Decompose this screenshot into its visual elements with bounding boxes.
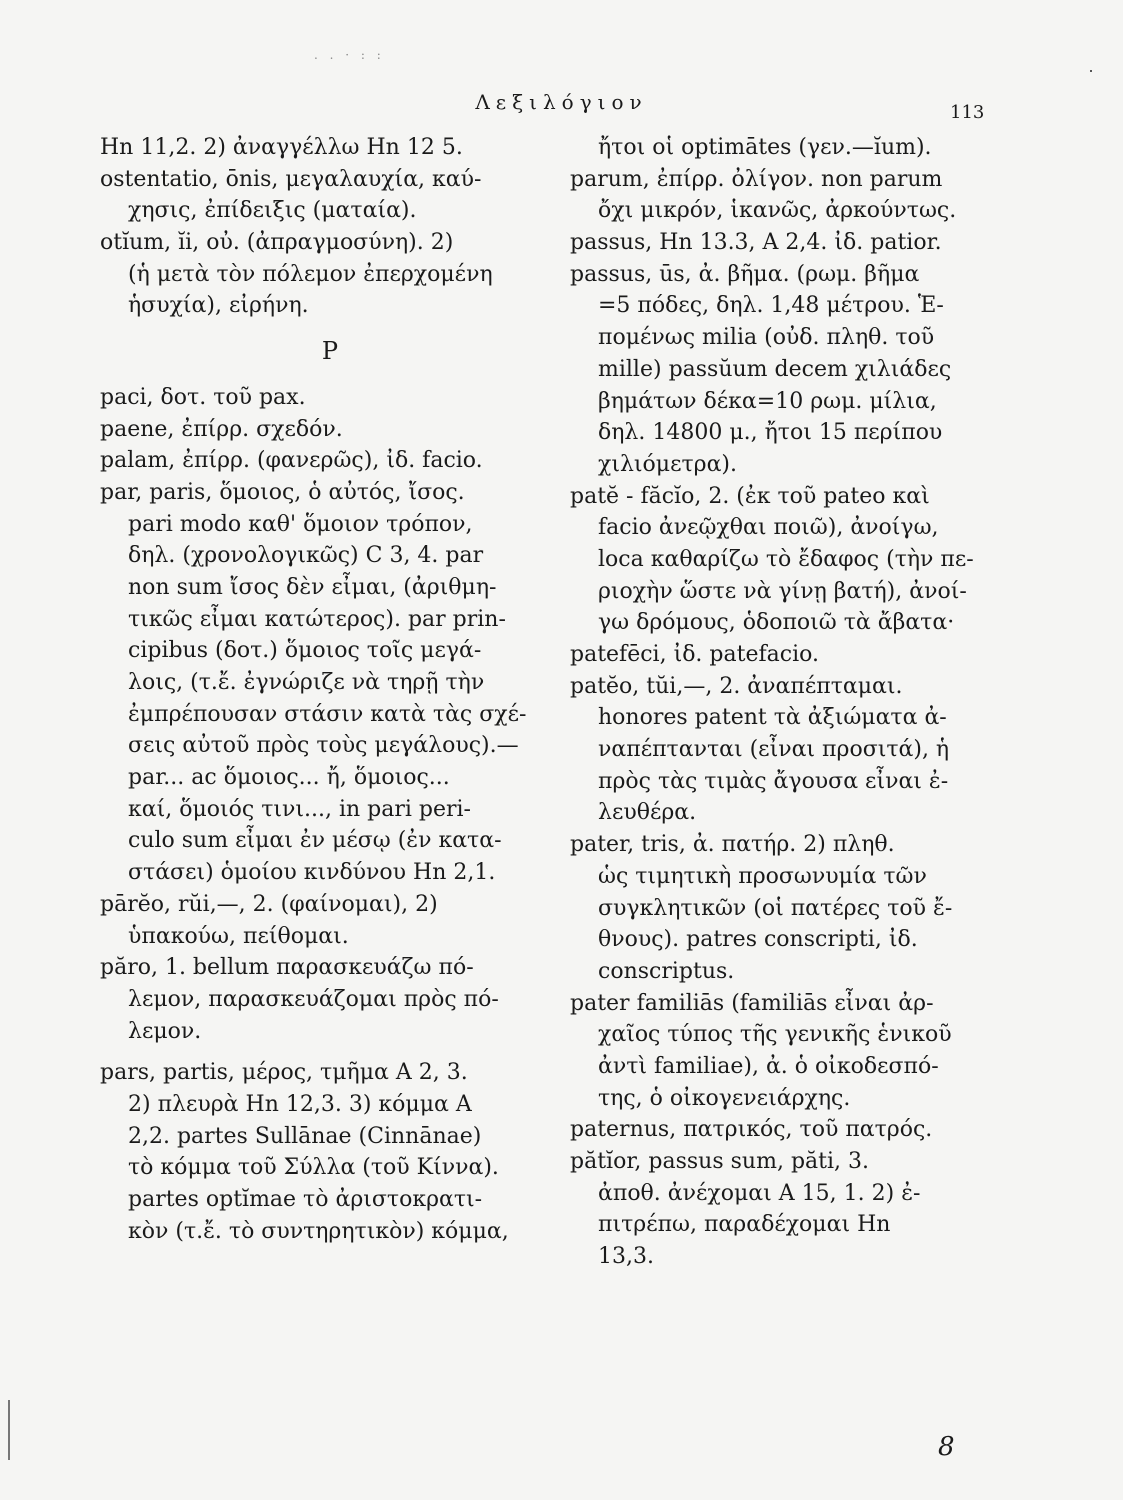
text-line: συγκλητικῶν (οἱ πατέρες τοῦ ἔ- <box>598 895 953 921</box>
entry-line: ostentatio, ōnis, μεγαλαυχία, καύ- <box>100 166 482 192</box>
entry-line: palam, ἐπίρρ. (φανερῶς), ἰδ. facio. <box>100 448 483 474</box>
entry-line: patefēci, ἰδ. patefacio. <box>570 642 819 667</box>
text-line: mille) passŭum decem χιλιάδες <box>598 356 952 382</box>
corner-mark <box>1090 70 1092 72</box>
text-line: 13,3. <box>598 1244 654 1270</box>
left-column <box>100 132 540 1247</box>
text-line: ἡσυχία), εἰρήνη. <box>128 293 309 319</box>
text-line: ἀντὶ familiae), ἀ. ὁ οἰκοδεσπό- <box>598 1053 939 1079</box>
entry-line: patĕ - făcĭo, 2. (ἐκ τοῦ pateo καὶ <box>570 483 930 509</box>
text-line: ριοχὴν ὥστε νὰ γίνῃ βατή), ἀνοί- <box>598 578 967 604</box>
text-line: conscriptus. <box>598 958 735 984</box>
entry-line: pater familiās (familiās εἶναι ἀρ- <box>570 990 934 1016</box>
text-line: στάσει) ὁμοίου κινδύνου Hn 2,1. <box>128 860 496 886</box>
text-line: =5 πόδες, δηλ. 1,48 μέτρου. Ἑ- <box>598 293 944 319</box>
entry-line: paci, δοτ. τοῦ pax. <box>100 384 306 410</box>
entry-line: paternus, πατρικός, τοῦ πατρός. <box>570 1117 933 1143</box>
text-line: πρὸς τὰς τιμὰς ἄγουσα εἶναι ἐ- <box>598 768 949 794</box>
text-line: θνους). patres conscripti, ἰδ. <box>598 927 918 953</box>
text-line: Hn 11,2. 2) ἀναγγέλλω Hn 12 5. <box>100 135 463 160</box>
text-line: πομένως milia (οὐδ. πληθ. τοῦ <box>598 325 935 351</box>
text-line: της, ὁ οἰκογενειάρχης. <box>598 1085 851 1111</box>
text-line: λεμον, παρασκευάζομαι πρὸς πό- <box>128 986 499 1012</box>
text-line: δηλ. (χρονολογικῶς) C 3, 4. par <box>128 543 484 569</box>
text-line: partes optĭmae τὸ ἀριστοκρατι- <box>128 1187 483 1213</box>
right-column <box>570 132 995 1273</box>
entry-line: pater, tris, ἀ. πατήρ. 2) πληθ. <box>570 832 895 858</box>
text-line: pari modo καθ' ὅμοιον τρόπον, <box>128 511 473 537</box>
text-line: ἤτοι οἱ optimātes (γεν.—ĭum). <box>598 135 932 160</box>
entry-line: pars, partis, μέρος, τμῆμα A 2, 3. <box>100 1060 468 1086</box>
text-line: χιλιόμετρα). <box>598 451 738 477</box>
text-line: λευθέρα. <box>598 800 697 826</box>
text-line: non sum ἴσος δὲν εἶμαι, (ἀριθμη- <box>128 574 497 600</box>
page-title: Λεξιλόγιον <box>475 90 648 114</box>
text-line: ναπέπτανται (εἶναι προσιτά), ἡ <box>598 737 950 763</box>
text-line: λοις, (τ.ἔ. ἐγνώριζε νὰ τηρῇ τὴν <box>128 670 485 696</box>
text-line: κὸν (τ.ἔ. τὸ συντηρητικὸν) κόμμα, <box>128 1218 509 1244</box>
text-line: βημάτων δέκα=10 ρωμ. μίλια, <box>598 388 937 414</box>
text-line: ὡς τιμητικὴ προσωνυμία τῶν <box>598 863 927 889</box>
text-line: τὸ κόμμα τοῦ Σύλλα (τοῦ Κίννα). <box>128 1155 499 1181</box>
text-line: καί, ὅμοιός τινι..., in pari peri- <box>128 796 471 822</box>
text-line: 2) πλευρὰ Hn 12,3. 3) κόμμα A <box>128 1091 472 1117</box>
text-line: ὄχι μικρόν, ἱκανῶς, ἀρκούντως. <box>598 198 957 224</box>
entry-line: par, paris, ὅμοιος, ὁ αὐτός, ἴσος. <box>100 479 465 505</box>
text-line: loca καθαρίζω τὸ ἔδαφος (τὴν πε- <box>598 546 974 572</box>
entry-line: pārĕo, rŭi,—, 2. (φαίνομαι), 2) <box>100 891 438 917</box>
text-line: χησις, ἐπίδειξις (ματαία). <box>128 198 417 224</box>
top-dots: . . · : : <box>314 48 385 62</box>
entry-line: păro, 1. bellum παρασκευάζω πό- <box>100 955 474 981</box>
entry-line: patĕo, tŭi,—, 2. ἀναπέπταμαι. <box>570 673 903 699</box>
text-line: facio ἀνεῷχθαι ποιῶ), ἀνοίγω, <box>598 515 939 541</box>
text-line: ἐμπρέπουσαν στάσιν κατὰ τὰς σχέ- <box>128 701 527 727</box>
entry-line: passus, Hn 13.3, A 2,4. ἰδ. patior. <box>570 230 942 256</box>
entry-line: pătĭor, passus sum, păti, 3. <box>570 1149 869 1174</box>
text-line: γω δρόμους, ὁδοποιῶ τὰ ἄβατα· <box>598 610 955 636</box>
entry-line: paene, ἐπίρρ. σχεδόν. <box>100 416 343 442</box>
page-edge-mark <box>8 1400 10 1460</box>
text-line: πιτρέπω, παραδέχομαι Hn <box>598 1212 891 1238</box>
entry-line: otĭum, ĭi, οὐ. (ἀπραγμοσύνη). 2) <box>100 230 454 256</box>
page-number: 113 <box>950 102 985 123</box>
text-line: χαῖος τύπος τῆς γενικῆς ἑνικοῦ <box>598 1022 952 1048</box>
text-line: σεις αὐτοῦ πρὸς τοὺς μεγάλους).— <box>128 733 519 759</box>
section-letter: P <box>321 337 339 366</box>
text-line: par... ac ὅμοιος... ἤ, ὅμοιος... <box>128 765 450 791</box>
text-line: (ἡ μετὰ τὸν πόλεμον ἐπερχομένη <box>128 261 493 287</box>
entry-line: parum, ἐπίρρ. ὀλίγον. non parum <box>570 166 943 192</box>
text-line: τικῶς εἶμαι κατώτερος). par prin- <box>128 606 506 632</box>
footer-signature: 8 <box>938 1432 955 1462</box>
text-line: culo sum εἶμαι ἐν μέσῳ (ἐν κατα- <box>128 828 502 854</box>
text-line: λεμον. <box>128 1018 202 1044</box>
text-line: δηλ. 14800 μ., ἤτοι 15 περίπου <box>598 420 943 446</box>
text-line: honores patent τὰ ἀξιώματα ἀ- <box>598 705 947 731</box>
text-line: cipibus (δοτ.) ὅμοιος τοῖς μεγά- <box>128 638 482 664</box>
text-line: ὑπακούω, πείθομαι. <box>128 923 349 949</box>
text-line: 2,2. partes Sullānae (Cinnānae) <box>128 1123 482 1149</box>
entry-line: passus, ūs, ἀ. βῆμα. (ρωμ. βῆμα <box>570 261 920 287</box>
text-line: ἀποθ. ἀνέχομαι A 15, 1. 2) ἐ- <box>598 1180 921 1206</box>
